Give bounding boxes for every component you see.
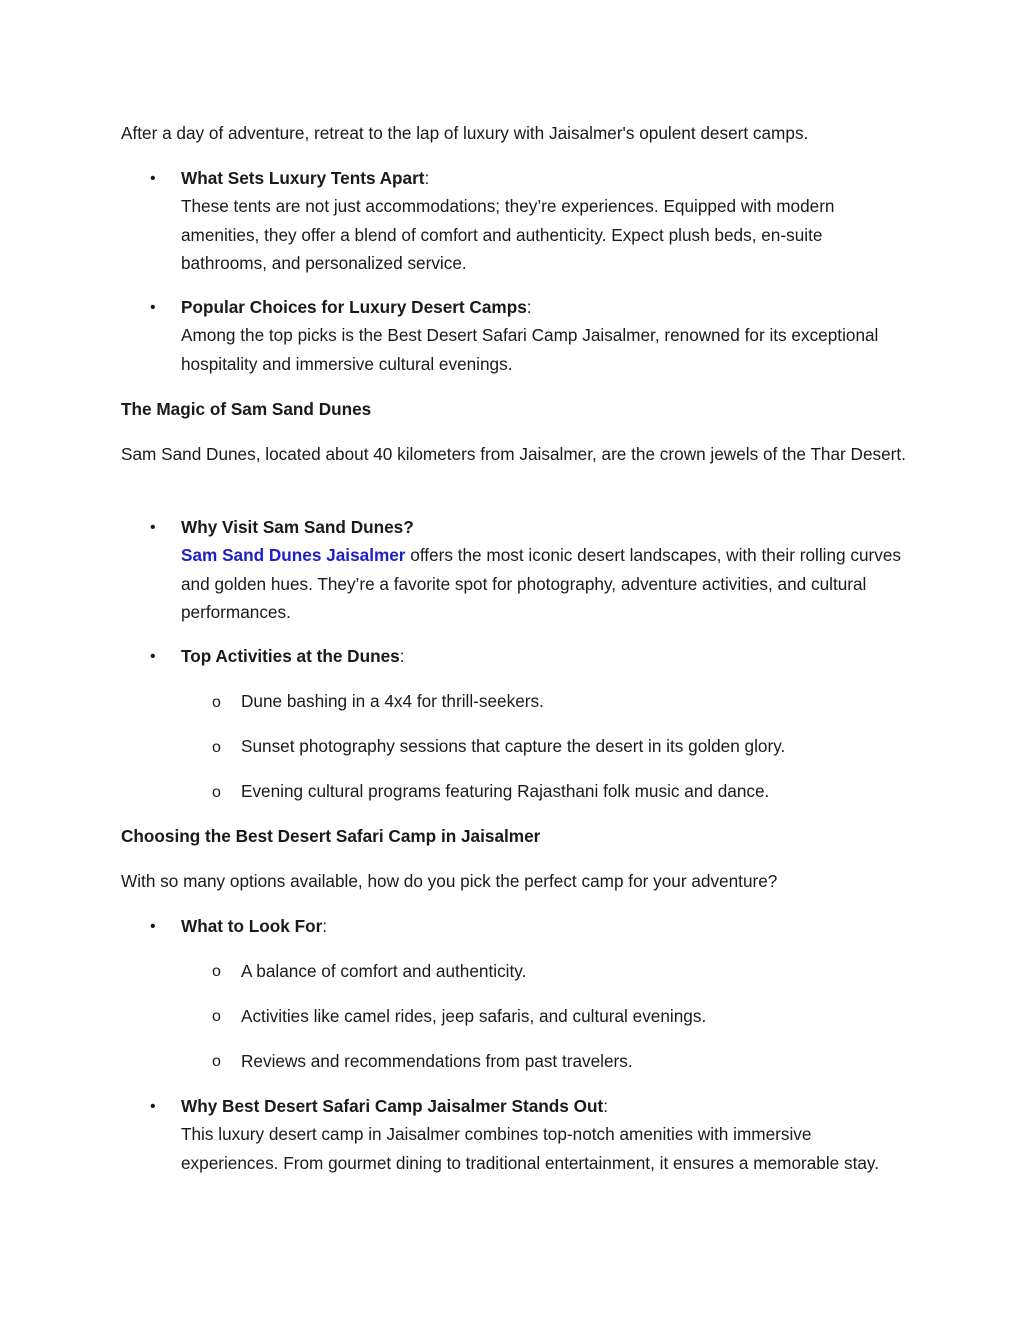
- sub-bullet-icon: o: [212, 739, 221, 756]
- item-title: What Sets Luxury Tents Apart: [181, 168, 425, 188]
- bullet-icon: •: [150, 299, 156, 316]
- list-item-what-to-look-for: What to Look For:: [181, 916, 328, 936]
- list-item-stands-out: Why Best Desert Safari Camp Jaisalmer Stands Out: This luxury desert camp in Jaisalmer combines top-notch amenities with immersive experiences. From gourmet dining to traditional entertainment, it ensures a memorable stay.: [181, 1096, 880, 1173]
- bullet-icon: •: [150, 918, 156, 935]
- item-title: Why Best Desert Safari Camp Jaisalmer Stands Out: [181, 1096, 604, 1116]
- item-body: offers the most iconic desert landscapes, with their rolling curves and golden hues. They’re a favorite spot for photography, adventure activities, and cultural performances.: [181, 545, 901, 622]
- sub-list-item: Sunset photography sessions that capture the desert in its golden glory.: [241, 736, 786, 756]
- choose-intro-paragraph: With so many options available, how do you pick the perfect camp for your adventure?: [121, 871, 778, 891]
- bullet-icon: •: [150, 170, 156, 187]
- item-title: Top Activities at the Dunes: [181, 646, 400, 666]
- sub-bullet-icon: o: [212, 1053, 221, 1070]
- sub-bullet-icon: o: [212, 963, 221, 980]
- bullet-icon: •: [150, 648, 156, 665]
- item-title: Why Visit Sam Sand Dunes?: [181, 517, 414, 537]
- sub-list-item: Dune bashing in a 4x4 for thrill-seekers.: [241, 691, 544, 711]
- item-title: Popular Choices for Luxury Desert Camps: [181, 297, 527, 317]
- sub-bullet-icon: o: [212, 784, 221, 801]
- item-body: These tents are not just accommodations; they’re experiences. Equipped with modern amenities, they offer a blend of comfort and authenticity. Expect plush beds, en-suite bathrooms, and personalized service.: [181, 196, 835, 273]
- sub-bullet-icon: o: [212, 1008, 221, 1025]
- bullet-icon: •: [150, 1098, 156, 1115]
- list-item-popular-choices: Popular Choices for Luxury Desert Camps: Among the top picks is the Best Desert Safari Camp Jaisalmer, renowned for its exceptional hospitality and immersive cultural evenings.: [181, 297, 879, 374]
- list-item-luxury-tents: What Sets Luxury Tents Apart: These tents are not just accommodations; they’re experiences. Equipped with modern amenities, they offer a blend of comfort and authenticity. Expect plush beds, en-suite bathrooms, and personalized service.: [181, 168, 835, 273]
- intro-paragraph: After a day of adventure, retreat to the lap of luxury with Jaisalmer's opulent desert camps.: [121, 123, 809, 143]
- item-body: Among the top picks is the Best Desert Safari Camp Jaisalmer, renowned for its exceptional hospitality and immersive cultural evenings.: [181, 325, 879, 374]
- sam-intro-paragraph: Sam Sand Dunes, located about 40 kilometers from Jaisalmer, are the crown jewels of the Thar Desert.: [121, 444, 906, 464]
- sub-list-item: A balance of comfort and authenticity.: [241, 961, 527, 981]
- list-item-why-visit: [181, 513, 911, 626]
- sub-list-item: Activities like camel rides, jeep safaris, and cultural evenings.: [241, 1006, 707, 1026]
- sub-list-item: Evening cultural programs featuring Rajasthani folk music and dance.: [241, 781, 770, 801]
- section-heading-sam-dunes: The Magic of Sam Sand Dunes: [121, 399, 372, 419]
- sam-dunes-link[interactable]: Sam Sand Dunes Jaisalmer: [181, 545, 406, 566]
- sub-list-item: Reviews and recommendations from past travelers.: [241, 1051, 633, 1071]
- item-title: What to Look For: [181, 916, 323, 936]
- bullet-icon: •: [150, 519, 156, 536]
- section-heading-choosing-camp: Choosing the Best Desert Safari Camp in Jaisalmer: [121, 826, 541, 846]
- item-body: This luxury desert camp in Jaisalmer combines top-notch amenities with immersive experiences. From gourmet dining to traditional entertainment, it ensures a memorable stay.: [181, 1124, 880, 1173]
- sub-bullet-icon: o: [212, 694, 221, 711]
- list-item-top-activities: Top Activities at the Dunes:: [181, 646, 405, 666]
